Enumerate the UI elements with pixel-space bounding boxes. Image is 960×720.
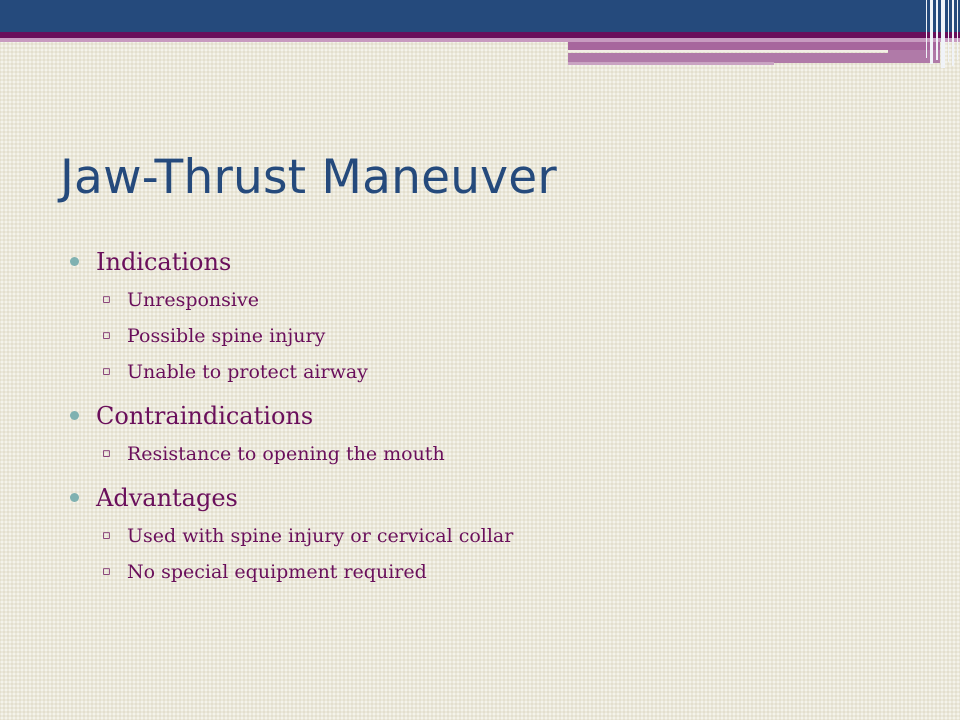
header-stripe: [568, 50, 888, 52]
square-bullet-icon: ▫: [102, 328, 111, 343]
header-vertical-lines: [924, 0, 960, 68]
sub-bullet-item: [70, 436, 870, 472]
sub-bullet-item: [70, 318, 870, 354]
bullet-heading: [70, 396, 870, 436]
dot-bullet-icon: [70, 257, 79, 266]
sub-bullet-item: [70, 282, 870, 318]
bullet-heading: [70, 478, 870, 518]
bullet-section: [70, 396, 870, 472]
sub-bullet-label: Unable to protect airway: [127, 361, 368, 383]
square-bullet-icon: ▫: [102, 564, 111, 579]
header-stripe: [568, 62, 774, 65]
bullet-heading-label: Indications: [96, 248, 232, 276]
dot-bullet-icon: [70, 411, 79, 420]
sub-bullet-item: [70, 518, 870, 554]
slide-body: [70, 242, 870, 590]
sub-bullet-label: No special equipment required: [127, 561, 427, 583]
sub-bullet-item: [70, 554, 870, 590]
sub-bullet-label: Resistance to opening the mouth: [127, 443, 445, 465]
slide-title: Jaw-Thrust Maneuver: [60, 150, 557, 205]
vertical-line: [957, 0, 958, 60]
square-bullet-icon: ▫: [102, 446, 111, 461]
dot-bullet-icon: [70, 493, 79, 502]
vertical-line: [952, 0, 954, 66]
header-bar: [0, 0, 960, 32]
vertical-line: [930, 0, 933, 64]
vertical-line: [926, 0, 927, 58]
bullet-section: [70, 242, 870, 390]
square-bullet-icon: ▫: [102, 364, 111, 379]
bullet-heading: [70, 242, 870, 282]
header-stripe: [568, 42, 940, 50]
vertical-line: [941, 0, 945, 68]
bullet-heading-label: Contraindications: [96, 402, 314, 430]
vertical-line: [936, 0, 938, 60]
square-bullet-icon: ▫: [102, 292, 111, 307]
sub-bullet-label: Possible spine injury: [127, 325, 326, 347]
square-bullet-icon: ▫: [102, 528, 111, 543]
bullet-section: [70, 478, 870, 590]
sub-bullet-item: [70, 354, 870, 390]
vertical-line: [948, 0, 949, 62]
sub-bullet-label: Unresponsive: [127, 289, 259, 311]
bullet-heading-label: Advantages: [96, 484, 238, 512]
sub-bullet-label: Used with spine injury or cervical collar: [127, 525, 514, 547]
